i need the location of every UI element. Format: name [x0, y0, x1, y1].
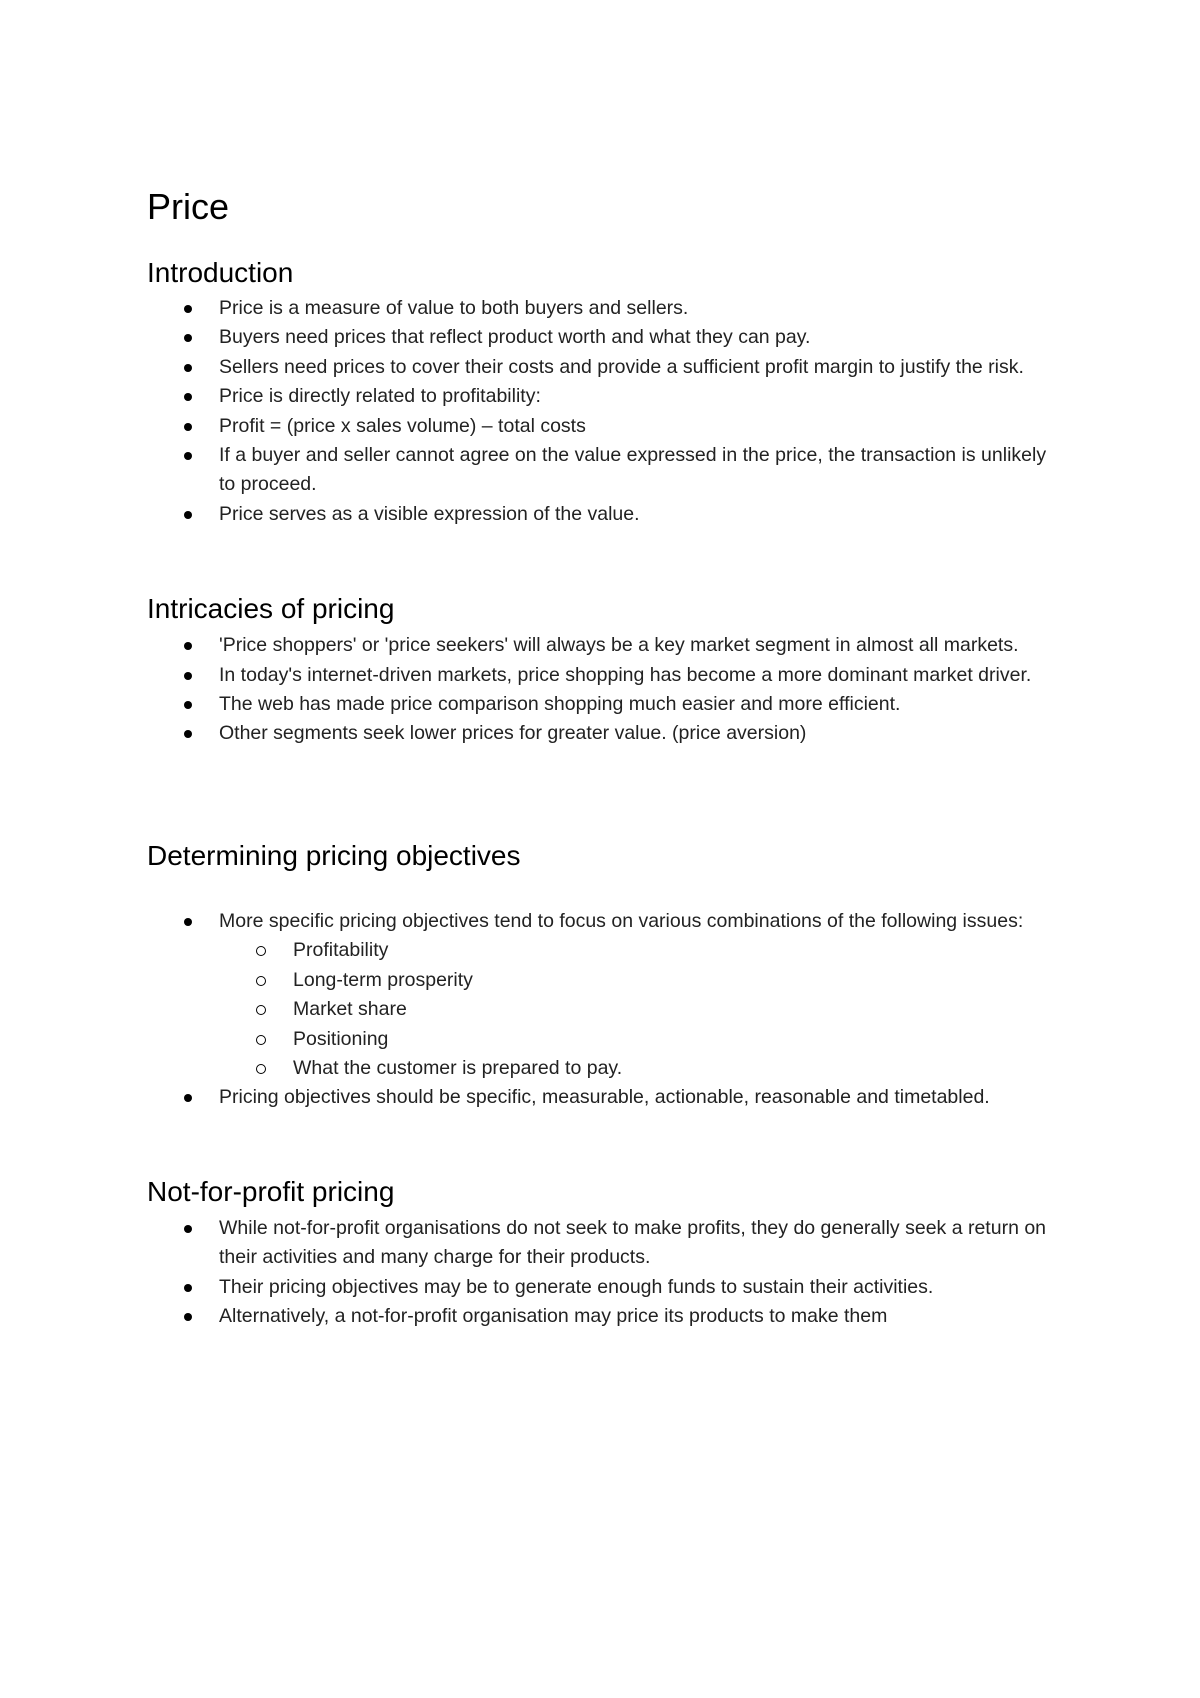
list-item: Price serves as a visible expression of the value. [147, 500, 1067, 529]
bullet-list [147, 907, 1067, 936]
list-item: Profit = (price x sales volume) – total costs [147, 412, 1067, 441]
bullet-icon [184, 672, 192, 680]
list-item: Price is directly related to profitability: [147, 382, 1067, 411]
list-item: Price is a measure of value to both buyers and sellers. [147, 294, 1067, 323]
bullet-icon [184, 305, 192, 313]
bullet-icon [184, 364, 192, 372]
list-item: Pricing objectives should be specific, measurable, actionable, reasonable and timetabled. [147, 1083, 1067, 1112]
bullet-icon [184, 452, 192, 460]
list-item: More specific pricing objectives tend to focus on various combinations of the following issues: [147, 907, 1067, 936]
document-title: Price [147, 186, 230, 227]
bullet-list [147, 294, 1067, 529]
section-not-for-profit [147, 1174, 1067, 1332]
list-item: In today's internet-driven markets, price shopping has become a more dominant market driver. [147, 661, 1067, 690]
document-page [147, 185, 1067, 1331]
bullet-icon [184, 730, 192, 738]
list-item: 'Price shoppers' or 'price seekers' will always be a key market segment in almost all markets. [147, 631, 1067, 660]
list-item: Other segments seek lower prices for greater value. (price aversion) [147, 719, 1067, 748]
sub-list-item: Market share [147, 995, 1067, 1024]
hollow-bullet-icon [256, 1064, 266, 1074]
section-introduction [147, 255, 1067, 529]
bullet-icon [184, 1094, 192, 1102]
list-item: Sellers need prices to cover their costs and provide a sufficient profit margin to justify the risk. [147, 353, 1067, 382]
section-heading: Intricacies of pricing [147, 593, 395, 625]
sub-list-item: Profitability [147, 936, 1067, 965]
hollow-bullet-icon [256, 1035, 266, 1045]
bullet-icon [184, 701, 192, 709]
sub-bullet-list [147, 936, 1067, 1083]
section-intricacies [147, 591, 1067, 749]
bullet-icon [184, 1284, 192, 1292]
list-item: Alternatively, a not-for-profit organisation may price its products to make them [147, 1302, 1067, 1331]
bullet-icon [184, 1225, 192, 1233]
sub-list-item: Long-term prosperity [147, 966, 1067, 995]
list-item: The web has made price comparison shopping much easier and more efficient. [147, 690, 1067, 719]
hollow-bullet-icon [256, 976, 266, 986]
bullet-icon [184, 393, 192, 401]
hollow-bullet-icon [256, 946, 266, 956]
sub-list-item: What the customer is prepared to pay. [147, 1054, 1067, 1083]
section-heading: Determining pricing objectives [147, 839, 521, 871]
list-item: While not-for-profit organisations do not seek to make profits, they do generally seek a return on their activities and many charge for their products. [147, 1214, 1067, 1273]
section-heading: Introduction [147, 257, 294, 288]
list-item: Their pricing objectives may be to generate enough funds to sustain their activities. [147, 1273, 1067, 1302]
list-item: Buyers need prices that reflect product worth and what they can pay. [147, 323, 1067, 352]
bullet-icon [184, 1313, 192, 1321]
bullet-list [147, 1214, 1067, 1332]
bullet-icon [184, 423, 192, 431]
section-heading: Not-for-profit pricing [147, 1175, 395, 1207]
hollow-bullet-icon [256, 1005, 266, 1015]
section-pricing-objectives [147, 838, 1067, 1113]
bullet-list [147, 1083, 1067, 1112]
bullet-icon [184, 334, 192, 342]
list-item: If a buyer and seller cannot agree on the value expressed in the price, the transaction is unlikely to proceed. [147, 441, 1067, 500]
sub-list-item: Positioning [147, 1025, 1067, 1054]
bullet-icon [184, 642, 192, 650]
bullet-icon [184, 918, 192, 926]
bullet-list [147, 631, 1067, 749]
bullet-icon [184, 511, 192, 519]
